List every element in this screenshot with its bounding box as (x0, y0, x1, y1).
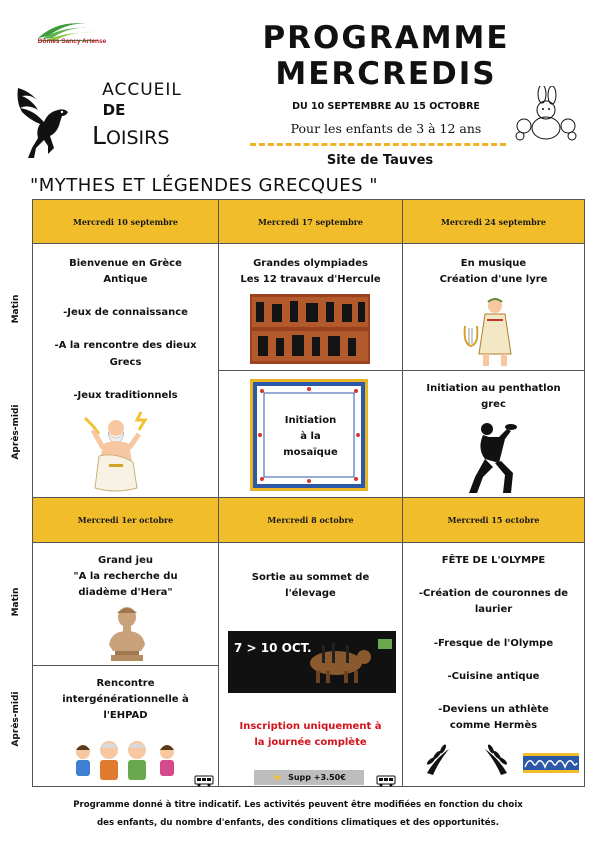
livestock-event-banner (228, 631, 396, 693)
rabbit-mascot-icon (512, 86, 580, 144)
event-dates-text: 7 > 10 OCT. (234, 641, 312, 655)
week1-header-col2: Mercredi 17 septembre (218, 199, 403, 244)
week1-col1-line5: Grecs (109, 357, 142, 368)
week1-col1-cell (32, 243, 219, 498)
accueil-label: ACCUEIL (102, 80, 182, 100)
week1-col1-line2: Antique (103, 274, 148, 285)
zeus-illustration-icon (79, 408, 153, 494)
date-range: DU 10 SEPTEMBRE AU 15 OCTOBRE (292, 101, 480, 112)
hera-bust-icon (105, 605, 149, 663)
lyre-player-icon (461, 296, 525, 368)
week1-col2-morning-cell (218, 243, 403, 371)
week2-col3-line4: -Fresque de l'Olympe (433, 638, 554, 649)
age-range: Pour les enfants de 3 à 12 ans (290, 121, 482, 136)
supplement-badge (254, 770, 364, 785)
registration-note-line1: Inscription uniquement à (239, 721, 382, 732)
week2-col3-line7: comme Hermès (449, 720, 538, 731)
loisirs-rest: OISIRS (105, 127, 170, 149)
week1-col1-line1: Bienvenue en Grèce (69, 258, 182, 269)
organization-logo (28, 14, 114, 60)
week2-col3-line5: -Cuisine antique (447, 671, 540, 682)
star-icon: ★ (272, 771, 283, 784)
disclaimer-footer (8, 796, 588, 832)
week2-header-col1: Mercredi 1er octobre (32, 497, 219, 543)
matin-label-week2: Matin (11, 587, 21, 617)
week1-col2-aft-line2: à la (300, 431, 321, 442)
week2-col1-aft-line2: intergénérationnelle à (62, 694, 189, 705)
week2-header-col3: Mercredi 15 octobre (402, 497, 585, 543)
hercules-labours-image (250, 294, 370, 364)
week1-col3-morning-cell (402, 243, 585, 371)
week2-col1-line3: diadème d'Hera" (78, 587, 173, 598)
week2-header-col2: Mercredi 8 octobre (218, 497, 403, 543)
discus-thrower-icon (465, 419, 521, 495)
registration-note-line2: la journée complète (254, 737, 367, 748)
family-generations-icon (71, 738, 181, 784)
week1-col3-line1: En musique (460, 258, 527, 269)
week1-col2-line1: Grandes olympiades (253, 258, 368, 269)
bus-icon-left (194, 772, 214, 784)
week1-col3-aft-line1: Initiation au penthatlon (426, 383, 561, 394)
week2-col1-morning-cell (32, 542, 219, 666)
week2-col2-cell (218, 542, 403, 787)
matin-label-week1: Matin (11, 294, 21, 324)
disclaimer-line1: Programme donné à titre indicatif. Les activités peuvent être modifiées en fonction du choix (73, 800, 523, 810)
week1-col1-line4: -A la rencontre des dieux (54, 340, 197, 351)
week2-col1-line1: Grand jeu (98, 555, 153, 566)
dashed-divider (250, 143, 506, 146)
theme-title: "MYTHES ET LÉGENDES GRECQUES " (30, 175, 379, 196)
page-title-line1: PROGRAMME (262, 20, 510, 56)
week2-col3-cell (402, 542, 585, 787)
week2-col3-line3: laurier (474, 604, 513, 615)
apres-midi-label-week2: Après-midi (11, 691, 21, 747)
page-title-line2: MERCREDIS (275, 56, 497, 92)
site-label: Site de Tauves (326, 153, 434, 168)
week2-col1-aft-line1: Rencontre (96, 678, 155, 689)
week1-header-col1: Mercredi 10 septembre (32, 199, 219, 244)
loisirs-label (92, 121, 202, 150)
apres-midi-label-week1: Après-midi (11, 404, 21, 460)
week1-col2-aft-line3: mosaïque (283, 447, 338, 458)
week2-col1-line2: "A la recherche du (73, 571, 178, 582)
week1-col1-line6: -Jeux traditionnels (73, 390, 178, 401)
week1-col2-afternoon-cell (218, 370, 403, 498)
greek-wave-pattern-icon (523, 753, 579, 773)
supplement-text: Supp +3.50€ (288, 773, 346, 782)
week1-col1-line3: -Jeux de connaissance (63, 307, 188, 318)
bus-icon-right (376, 772, 396, 784)
week1-col2-line2: Les 12 travaux d'Hercule (240, 274, 381, 285)
week2-col2-line2: l'élevage (285, 588, 336, 599)
logo-text: Dômes Sancy Artense (37, 38, 107, 45)
pegasus-icon (14, 82, 76, 162)
week1-col3-aft-line2: grec (481, 399, 506, 410)
laurel-wreath-icon (421, 739, 513, 779)
week1-col3-line2: Création d'une lyre (439, 274, 548, 285)
week2-col2-line1: Sortie au sommet de (251, 572, 370, 583)
week2-col3-line6: -Deviens un athlète (438, 704, 549, 715)
de-label: DE (102, 101, 126, 119)
week1-col3-afternoon-cell (402, 370, 585, 498)
week1-header-col3: Mercredi 24 septembre (402, 199, 585, 244)
disclaimer-line2: des enfants, du nombre d'enfants, des conditions climatiques et des opportunités. (97, 818, 499, 828)
week2-col3-line2: -Création de couronnes de (418, 588, 569, 599)
week2-col1-afternoon-cell (32, 665, 219, 787)
week1-col2-aft-line1: Initiation (284, 415, 337, 426)
loisirs-initial: L (92, 121, 106, 150)
week2-col3-line1: FÊTE DE L'OLYMPE (441, 555, 546, 566)
week2-col1-aft-line3: l'EHPAD (103, 710, 148, 721)
